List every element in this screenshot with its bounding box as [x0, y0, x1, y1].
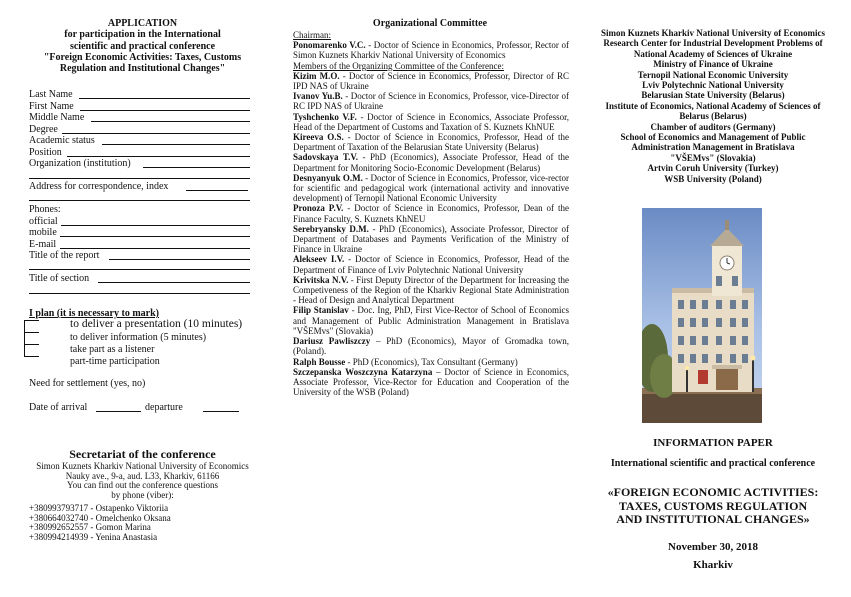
member-desc: - Doc. Ing, PhD, First Vice-Rector of School of Economics and Management of Public Administration Management in Bratislava "VŠEMvs" (Slovakia)	[293, 305, 570, 336]
institution-line: School of Economics and Management of Public	[620, 132, 806, 143]
institution-line: "VŠEMvs" (Slovakia)	[670, 152, 756, 163]
secretariat-line: Simon Kuznets Kharkiv National University of Economics	[36, 461, 249, 471]
institution-line: Artvin Coruh University (Turkey)	[647, 163, 779, 174]
member-entry	[293, 152, 569, 172]
institutions-list	[575, 28, 851, 184]
field-underline	[109, 259, 250, 260]
chairman-label: Chairman:	[293, 30, 331, 40]
field-underline	[29, 200, 250, 201]
field-section-title[interactable]: Title of section	[29, 273, 90, 284]
member-desc: - PhD (Economics), Tax Consultant (Germany)	[345, 356, 518, 367]
member-entry	[293, 91, 569, 111]
application-heading: APPLICATION	[107, 18, 178, 29]
field-underline	[61, 225, 250, 226]
member-entry	[293, 336, 569, 356]
plan-option-information: to deliver information (5 minutes)	[70, 332, 207, 343]
conference-type: International scientific and practical conference	[610, 458, 816, 469]
field-email[interactable]: E-mail	[29, 239, 57, 250]
member-name: Filip Stanislav	[293, 305, 349, 316]
member-name: Desnyanyuk O.M.	[293, 172, 363, 183]
secretariat-info	[0, 462, 285, 500]
institution-line: Administration Management in Bratislava	[631, 142, 795, 153]
member-entry	[293, 275, 569, 306]
plan-heading: I plan (it is necessary to mark)	[29, 308, 159, 319]
field-underline	[80, 110, 250, 111]
institution-line: Ministry of Finance of Ukraine	[653, 59, 773, 70]
application-subtitle-line: Regulation and Institutional Changes"	[59, 63, 226, 75]
application-title	[0, 18, 285, 74]
conference-name-line: «FOREIGN ECONOMIC ACTIVITIES:	[607, 485, 819, 499]
field-underline	[67, 156, 250, 157]
field-arrival-date[interactable]	[96, 411, 141, 412]
conference-name	[575, 486, 851, 527]
member-name: Tyshchenko V.F.	[293, 111, 357, 122]
institution-line: Ternopil National Economic University	[637, 69, 789, 80]
field-underline	[91, 121, 250, 122]
plan-option-listener: take part as a listener	[70, 344, 155, 355]
member-desc: - Doctor of Science in Economics, Professor, Head of the Department of Finance of Lviv Polytechnic National University	[293, 254, 570, 275]
institution-line: National Academy of Sciences of Ukraine	[633, 48, 793, 59]
member-name: Alekseev I.V.	[293, 254, 345, 265]
institution-line: Institute of Economics, National Academy of Sciences of	[605, 100, 821, 111]
member-entry	[293, 203, 569, 223]
member-name: Serebryansky D.M.	[293, 223, 369, 234]
member-entry	[293, 254, 569, 274]
member-name: Kireeva O.S.	[293, 132, 344, 143]
field-degree[interactable]: Degree	[29, 124, 58, 135]
chairman-entry	[293, 40, 569, 60]
application-subtitle-line: "Foreign Economic Activities: Taxes, Customs	[43, 51, 242, 63]
institution-line: Simon Kuznets Kharkiv National University of Economics	[600, 28, 825, 38]
field-underline	[29, 178, 250, 179]
application-subtitle-line: for participation in the International	[64, 29, 221, 41]
member-entry	[293, 112, 569, 132]
field-academic-status[interactable]: Academic status	[29, 135, 95, 146]
field-underline	[143, 167, 250, 168]
field-report-title[interactable]: Title of the report	[29, 250, 100, 261]
member-desc: - PhD (Economics), Associate Professor, Head of the Department for Monitoring Socio-Economic Development (Belarus)	[293, 152, 569, 173]
member-desc: - Doctor of Science in Economics, Professor, vice-Director of RC IPD NAS of Ukraine	[293, 91, 569, 112]
member-desc: - Doctor of Science in Economics, Professor, Dean of the Finance Faculty, S. Kuznets KhNEU	[293, 203, 570, 224]
plan-option-presentation: to deliver a presentation (10 minutes)	[70, 318, 243, 330]
member-desc: – Doctor of Science in Economics, Associate Professor, Vice-Rector for Education and Cooperation of the University of the WSB (Poland)	[293, 366, 570, 398]
field-first-name[interactable]: First Name	[29, 101, 74, 112]
field-underline	[98, 282, 250, 283]
member-desc: - Doctor of Science in Economics, Professor, Director of RC IPD NAS of Ukraine	[293, 70, 569, 92]
secretariat-line: You can find out the conference questions	[66, 480, 219, 491]
institution-line: Research Center for Industrial Development Problems of	[603, 38, 823, 49]
field-phone-official[interactable]: official	[29, 216, 58, 227]
institution-line: Belarusian State University (Belarus)	[641, 90, 785, 101]
field-underline	[102, 144, 250, 145]
field-middle-name[interactable]: Middle Name	[29, 112, 85, 123]
field-underline	[60, 236, 250, 237]
member-entry	[293, 71, 569, 91]
university-building-photo	[642, 208, 762, 423]
contact-phones	[29, 504, 171, 542]
plan-option-part-time: part-time participation	[70, 356, 160, 367]
institution-line: Chamber of auditors (Germany)	[650, 121, 776, 132]
conference-name-line: TAXES, CUSTOMS REGULATION	[618, 498, 808, 513]
member-name: Pronoza P.V.	[293, 203, 344, 214]
field-last-name[interactable]: Last Name	[29, 89, 73, 100]
field-underline	[60, 248, 250, 249]
application-subtitle-line: scientific and practical conference	[69, 40, 216, 52]
phone-contact: +380993793717 - Ostapenko Viktoriia	[29, 503, 169, 513]
field-settlement[interactable]: Need for settlement (yes, no)	[29, 378, 146, 389]
field-departure-date[interactable]	[203, 411, 239, 412]
field-organization[interactable]: Organization (institution)	[29, 158, 131, 169]
member-entry	[293, 305, 569, 336]
info-paper-title: INFORMATION PAPER	[653, 437, 773, 449]
member-desc: - Doctor of Science in Economics, Professor, Head of the Department of Taxation of the Belarusian State University (Belarus)	[293, 132, 570, 153]
member-entry	[293, 132, 569, 152]
member-name: Kizim M.O.	[293, 70, 340, 81]
phone-contact: +380994214939 - Yenina Anastasia	[29, 531, 158, 542]
member-desc: - First Deputy Director of the Department for Increasing the Competiveness of the Region of the Kharkiv Regional State Administration - Head of Design and Analytical Department	[293, 274, 569, 306]
member-name: Szczepanska Woszczyna Katarzyna	[293, 366, 433, 377]
member-name: Ponomarenko V.C.	[293, 40, 366, 51]
field-arrival-label: Date of arrival	[29, 402, 88, 413]
phone-contact: +380664032740 - Omelchenko Oksana	[29, 512, 171, 523]
committee-list	[293, 30, 569, 397]
member-desc: - Doctor of Science in Economics, Professor, vice-rector for scientific and pedagogical work (international activity and innovative development) of Ternopil National Economic University	[293, 172, 569, 204]
institution-line: Lviv Polytechnic National University	[642, 80, 784, 91]
members-label: Members of the Organizing Committee of the Conference:	[293, 60, 505, 71]
member-name: Ivanov Yu.B.	[293, 91, 343, 102]
member-entry	[293, 357, 569, 367]
member-entry	[293, 173, 569, 204]
member-desc: - Doctor of Science in Economics, Associate Professor, Head of the Department of Customs and Taxation of S. Kuznets KhNUE	[293, 111, 570, 132]
member-name: Sadovskaya T.V.	[293, 152, 359, 163]
committee-title: Organizational Committee	[372, 18, 488, 29]
secretariat-title: Secretariat of the conference	[69, 447, 216, 461]
field-address[interactable]: Address for correspondence, index	[29, 181, 169, 192]
phone-contact: +380992652557 - Gomon Marina	[29, 522, 151, 533]
conference-date: November 30, 2018	[668, 541, 758, 553]
field-underline	[62, 133, 250, 134]
institution-line: Belarus (Belarus)	[679, 111, 747, 122]
building-illustration	[642, 208, 762, 423]
member-entry	[293, 224, 569, 255]
field-underline	[29, 293, 250, 294]
secretariat-line: by phone (viber):	[111, 489, 174, 500]
conference-name-line: AND INSTITUTIONAL CHANGES»	[616, 512, 810, 526]
phones-label: Phones:	[29, 204, 61, 215]
member-desc: – PhD (Economics), Mayor of Gromadka town, (Poland).	[293, 336, 570, 357]
field-departure-label: departure	[145, 402, 183, 413]
member-desc: - Doctor of Science in Economics, Professor, Rector of Simon Kuznets Kharkiv National University of Economics	[293, 40, 569, 61]
secretariat-line: Nauky ave., 9-a, aud. L33, Kharkiv, 61166	[65, 470, 220, 481]
member-name: Krivitska N.V.	[293, 274, 349, 285]
field-phone-mobile[interactable]: mobile	[29, 227, 57, 238]
institution-line: WSB University (Poland)	[664, 173, 762, 184]
field-underline	[186, 190, 248, 191]
conference-city: Kharkiv	[693, 559, 733, 571]
member-desc: - PhD (Economics), Associate Professor, Director of Department of Databases and Payments Verification of the Ministry of Finance in Ukraine	[293, 223, 569, 255]
member-entry	[293, 367, 569, 398]
field-underline	[79, 98, 250, 99]
field-underline	[29, 269, 250, 270]
member-name: Ralph Bousse	[293, 356, 346, 367]
checkbox-listener[interactable]	[24, 344, 39, 357]
field-position[interactable]: Position	[29, 147, 62, 158]
member-name: Dariusz Pawliszczy	[293, 336, 371, 347]
